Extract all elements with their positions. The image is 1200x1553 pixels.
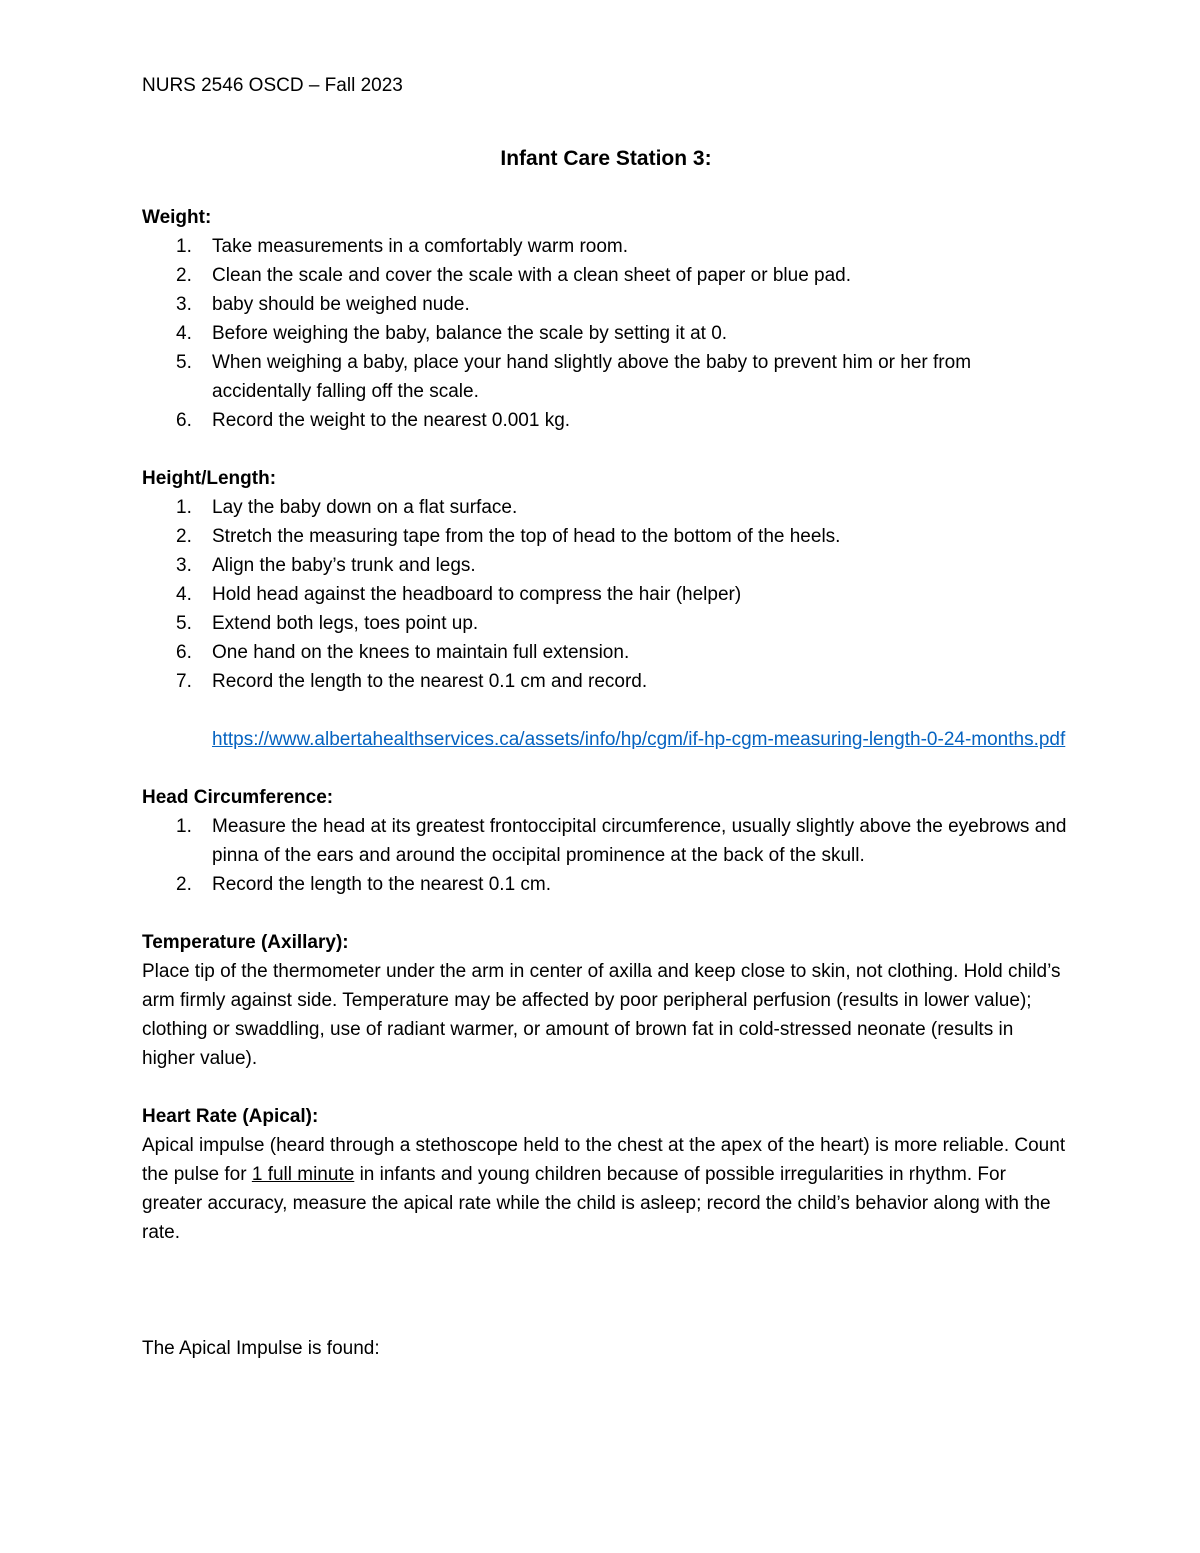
list-item xyxy=(142,609,1070,638)
step-text: Extend both legs, toes point up. xyxy=(212,613,479,634)
heart-rate-text-before: Apical impulse (heard through a stethoscope held to the chest at the apex of the heart) is more reliable. Count the pulse for xyxy=(142,1135,1066,1185)
temperature-section xyxy=(142,928,1070,1073)
document-title: Infant Care Station 3: xyxy=(500,147,712,170)
step-text: Record the weight to the nearest 0.001 kg. xyxy=(212,410,571,431)
step-number: 4. xyxy=(176,584,192,605)
spacer xyxy=(142,754,1070,783)
step-number: 2. xyxy=(176,526,192,547)
spacer xyxy=(142,1247,1070,1276)
list-item xyxy=(142,319,1070,348)
heart-rate-underlined: 1 full minute xyxy=(251,1164,355,1185)
step-text: Take measurements in a comfortably warm room. xyxy=(212,236,629,257)
list-item xyxy=(142,580,1070,609)
length-heading: Height/Length: xyxy=(142,468,277,489)
step-number: 5. xyxy=(176,613,192,634)
step-text: One hand on the knees to maintain full extension. xyxy=(212,642,630,663)
list-item xyxy=(142,812,1070,870)
step-text: Align the baby’s trunk and legs. xyxy=(212,555,476,576)
step-number: 3. xyxy=(176,555,192,576)
reference-link[interactable]: https://www.albertahealthservices.ca/assets/info/hp/cgm/if-hp-cgm-measuring-length-0-24-months.pdf xyxy=(212,729,1066,750)
step-number: 1. xyxy=(176,816,192,837)
step-number: 4. xyxy=(176,323,192,344)
list-item xyxy=(142,551,1070,580)
temperature-text: Place tip of the thermometer under the arm in center of axilla and keep close to skin, not clothing. Hold child’s arm firmly against side. Temperature may be affected by poor peripheral perfusion (results in lower value); clothing or swaddling, use of radiant warmer, or amount of brown fat in cold-stressed neonate (results in higher value). xyxy=(142,961,1061,1069)
step-number: 2. xyxy=(176,265,192,286)
step-text: baby should be weighed nude. xyxy=(212,294,470,315)
heart-rate-text-after: in infants and young children because of possible irregularities in rhythm. For greater accuracy, measure the apical rate while the child is asleep; record the child’s behavior along with the rate. xyxy=(142,1164,1051,1243)
list-item xyxy=(142,667,1070,696)
heart-rate-section xyxy=(142,1102,1070,1247)
step-number: 5. xyxy=(176,352,192,373)
head-section xyxy=(142,783,1070,899)
reference-link-block xyxy=(142,725,1070,754)
list-item xyxy=(142,638,1070,667)
length-steps xyxy=(142,493,1070,696)
spacer xyxy=(142,1305,1070,1334)
heart-rate-heading: Heart Rate (Apical): xyxy=(142,1106,319,1127)
apical-impulse-label: The Apical Impulse is found: xyxy=(142,1338,380,1359)
head-heading: Head Circumference: xyxy=(142,787,334,808)
step-text: When weighing a baby, place your hand slightly above the baby to prevent him or her from accidentally falling off the scale. xyxy=(212,352,972,402)
list-item xyxy=(142,870,1070,899)
step-text: Clean the scale and cover the scale with a clean sheet of paper or blue pad. xyxy=(212,265,852,286)
spacer xyxy=(142,435,1070,464)
step-number: 6. xyxy=(176,410,192,431)
step-number: 1. xyxy=(176,497,192,518)
step-number: 3. xyxy=(176,294,192,315)
step-text: Stretch the measuring tape from the top of head to the bottom of the heels. xyxy=(212,526,841,547)
list-item xyxy=(142,493,1070,522)
step-text: Record the length to the nearest 0.1 cm. xyxy=(212,874,552,895)
course-header: NURS 2546 OSCD – Fall 2023 xyxy=(142,75,403,96)
list-item xyxy=(142,261,1070,290)
length-section xyxy=(142,464,1070,754)
step-number: 2. xyxy=(176,874,192,895)
head-steps xyxy=(142,812,1070,899)
spacer xyxy=(142,899,1070,928)
weight-section xyxy=(142,203,1070,435)
spacer xyxy=(142,1073,1070,1102)
step-text: Hold head against the headboard to compress the hair (helper) xyxy=(212,584,742,605)
step-number: 1. xyxy=(176,236,192,257)
list-item xyxy=(142,348,1070,406)
weight-heading: Weight: xyxy=(142,207,212,228)
list-item xyxy=(142,232,1070,261)
step-text: Measure the head at its greatest frontoccipital circumference, usually slightly above the eyebrows and pinna of the ears and around the occipital prominence at the back of the skull. xyxy=(212,816,1067,866)
step-number: 7. xyxy=(176,671,192,692)
step-text: Before weighing the baby, balance the scale by setting it at 0. xyxy=(212,323,728,344)
step-number: 6. xyxy=(176,642,192,663)
spacer xyxy=(142,174,1070,203)
temperature-heading: Temperature (Axillary): xyxy=(142,932,349,953)
spacer xyxy=(142,696,1070,725)
list-item xyxy=(142,522,1070,551)
list-item xyxy=(142,406,1070,435)
list-item xyxy=(142,290,1070,319)
spacer xyxy=(142,1276,1070,1305)
step-text: Record the length to the nearest 0.1 cm and record. xyxy=(212,671,648,692)
heart-rate-text xyxy=(142,1131,1070,1247)
step-text: Lay the baby down on a flat surface. xyxy=(212,497,518,518)
weight-steps xyxy=(142,232,1070,435)
